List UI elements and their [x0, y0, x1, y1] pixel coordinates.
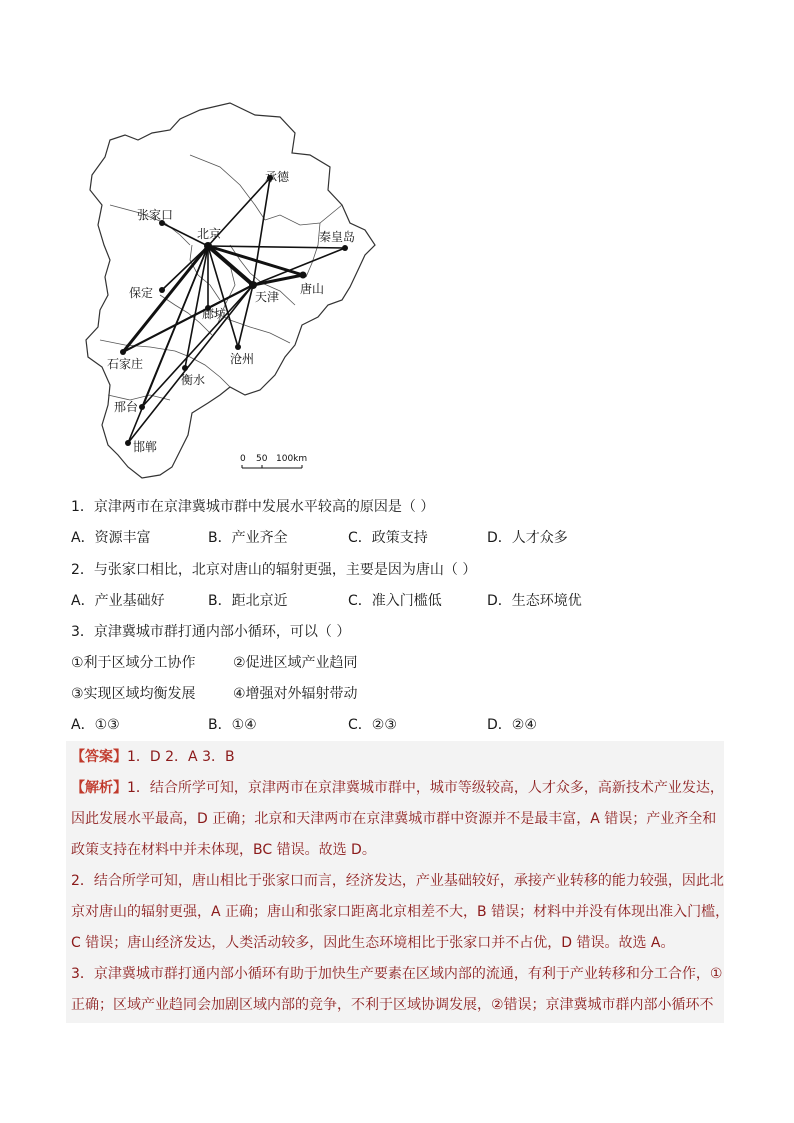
q3-option-a: A．①③ [71, 717, 120, 733]
analysis-line-5: 京对唐山的辐射更强，A 正确；唐山和张家口距离北京相差不大，B 错误；材料中并没有体现出准入门槛， [71, 904, 730, 920]
city-dot-baoding [159, 287, 165, 293]
city-dot-tianjin [249, 281, 257, 289]
city-label-shijiazhuang: 石家庄 [107, 357, 144, 371]
link-tianjin-tangshan [253, 275, 303, 285]
analysis-line-8: 正确；区域产业趋同会加剧区域内部的竞争，不利于区域协调发展，②错误；京津冀城市群内部小循环不 [71, 997, 714, 1013]
q3-option-c: C．②③ [348, 717, 397, 733]
city-label-cangzhou: 沧州 [230, 352, 255, 366]
question-3-statements-row2 [71, 684, 731, 704]
city-dot-qinhuangdao [342, 245, 348, 251]
question-1-stem: 1．京津两市在京津冀城市群中发展水平较高的原因是（ ） [71, 499, 435, 515]
q3-option-b: B．①④ [208, 717, 257, 733]
scale-zero: 0 [240, 454, 246, 464]
city-dot-cangzhou [235, 344, 241, 350]
city-label-baoding: 保定 [129, 286, 154, 300]
q3-option-d: D．②④ [487, 717, 537, 733]
q1-option-c: C．政策支持 [348, 530, 428, 546]
question-3-stem: 3．京津冀城市群打通内部小循环，可以（ ） [71, 624, 351, 640]
link-beijing-qinhuangdao [208, 246, 345, 248]
q3-statement-3: ③实现区域均衡发展 [71, 686, 196, 702]
question-2-stem: 2．与张家口相比，北京对唐山的辐射更强，主要是因为唐山（ ） [71, 562, 477, 578]
q2-option-a: A．产业基础好 [71, 593, 165, 609]
city-label-chengde: 承德 [265, 170, 290, 184]
analysis-text-1: 1．结合所学可知，京津两市在京津冀城市群中，城市等级较高，人才众多，高新技术产业发达， [127, 780, 724, 796]
scale-end: 100km [276, 454, 308, 464]
jingjinji-map [80, 95, 390, 480]
q3-statement-4: ④增强对外辐射带动 [233, 686, 358, 702]
city-label-langfang: 廊坊 [202, 307, 227, 321]
answer-tag: 【答案】 [71, 749, 127, 765]
q2-option-c: C．准入门槛低 [348, 593, 442, 609]
city-dot-xingtai [139, 404, 145, 410]
city-label-beijing: 北京 [197, 227, 222, 241]
city-label-handan: 邯郸 [133, 440, 158, 454]
question-1-options [71, 528, 731, 548]
city-label-tianjin: 天津 [255, 290, 280, 304]
analysis-line-4: 2．结合所学可知，唐山相比于张家口而言，经济发达，产业基础较好，承接产业转移的能力较强，因此北 [71, 873, 724, 889]
analysis-line-7: 3．京津冀城市群打通内部小循环有助于加快生产要素在区域内部的流通，有利于产业转移和分工合作，① [71, 966, 723, 982]
city-dot-shijiazhuang [120, 349, 126, 355]
city-dot-tangshan [300, 272, 307, 279]
answer-analysis-block [66, 741, 730, 1023]
city-label-qinhuangdao: 秦皇岛 [319, 230, 356, 244]
answer-text: 1．D 2．A 3．B [127, 749, 235, 765]
scale-bar [240, 454, 307, 468]
link-tianjin-langfang [208, 285, 253, 308]
analysis-line-1 [71, 778, 724, 798]
q1-option-a: A．资源丰富 [71, 530, 151, 546]
answer-line [71, 747, 235, 767]
question-3-statements-row1 [71, 653, 731, 673]
q3-statement-2: ②促进区域产业趋同 [233, 655, 358, 671]
q2-option-d: D．生态环境优 [487, 593, 582, 609]
city-label-zhangjiakou: 张家口 [137, 208, 174, 222]
analysis-tag: 【解析】 [71, 780, 127, 796]
city-label-tangshan: 唐山 [300, 282, 325, 296]
city-label-hengshui: 衡水 [181, 373, 206, 387]
city-dot-handan [125, 440, 131, 446]
q3-statement-1: ①利于区域分工协作 [71, 655, 196, 671]
link-beijing-handan [128, 246, 208, 443]
city-label-xingtai: 邢台 [114, 400, 139, 414]
analysis-line-2: 因此发展水平最高，D 正确；北京和天津两市在京津冀城市群中资源并不是最丰富，A 错误；产业齐全和 [71, 811, 717, 827]
q1-option-d: D．人才众多 [487, 530, 568, 546]
analysis-line-3: 政策支持在材料中并未体现，BC 错误。故选 D。 [71, 842, 376, 858]
q2-option-b: B．距北京近 [208, 593, 288, 609]
question-2-options [71, 591, 731, 611]
q1-option-b: B．产业齐全 [208, 530, 288, 546]
analysis-line-6: C 错误；唐山经济发达，人类活动较多，因此生态环境相比于张家口并不占优，D 错误。故选 A。 [71, 935, 675, 951]
link-tianjin-qinhuangdao [253, 248, 345, 285]
city-dot-hengshui [182, 365, 188, 371]
city-dot-beijing [204, 242, 212, 250]
question-3-options [71, 715, 731, 735]
scale-mid: 50 [256, 454, 268, 464]
